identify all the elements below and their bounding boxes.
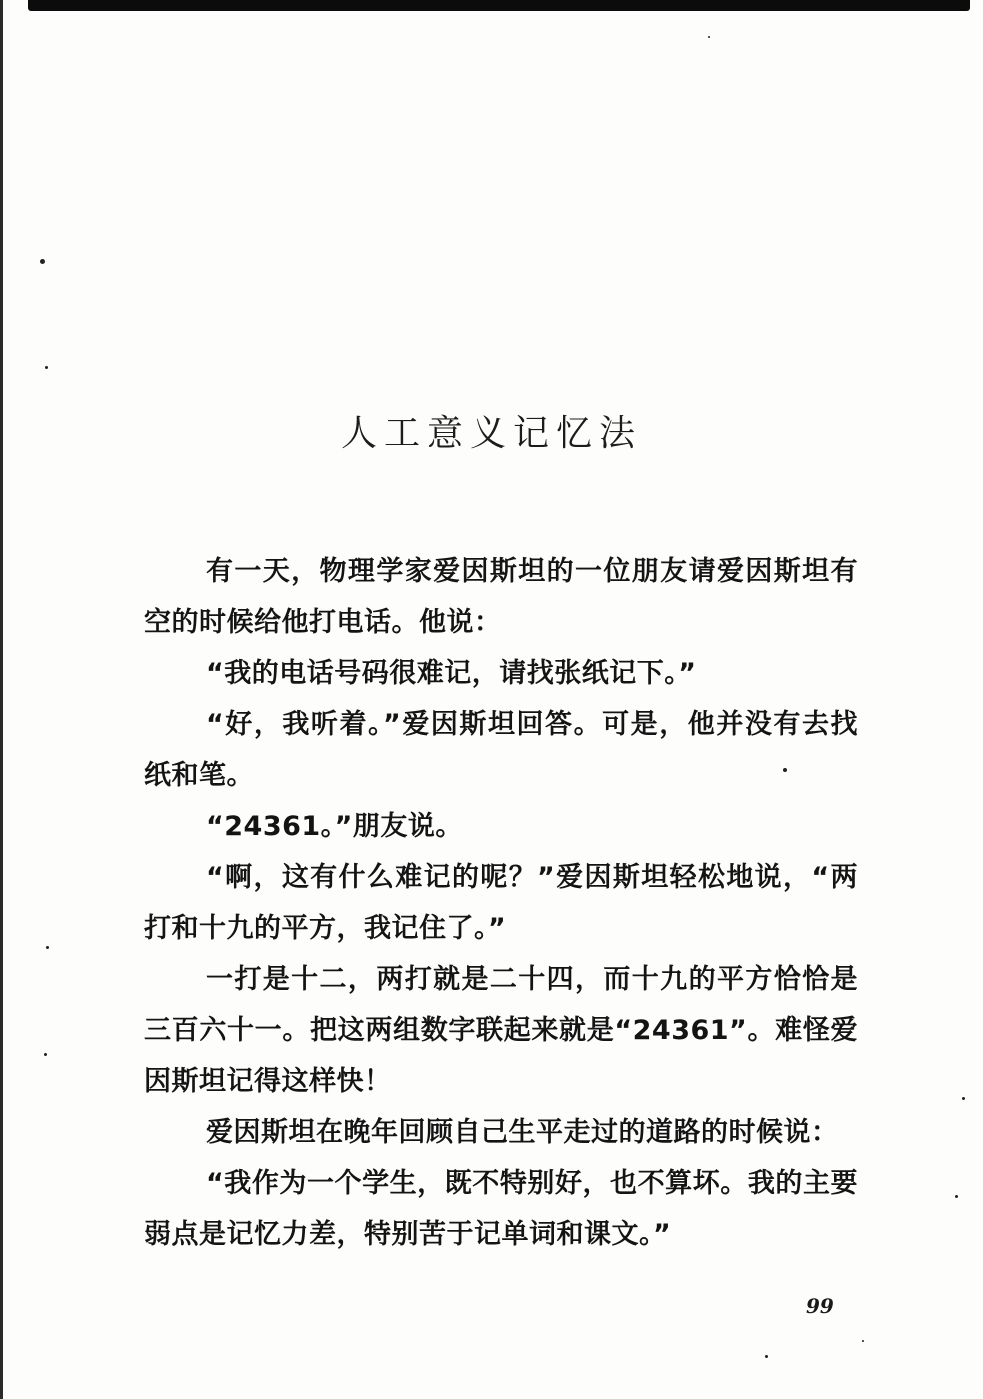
paragraph: “好，我听着。”爱因斯坦回答。可是，他并没有去找纸和笔。 (144, 709, 858, 791)
scan-speck (783, 768, 787, 772)
paragraph: “我作为一个学生，既不特别好，也不算坏。我的主要弱点是记忆力差，特别苦于记单词和课文。” (144, 1168, 858, 1250)
paragraph: “我的电话号码很难记，请找张纸记下。” (206, 658, 697, 689)
page-left-edge (0, 0, 3, 1399)
scan-speck (45, 366, 48, 369)
scan-speck (708, 36, 710, 38)
scan-speck (40, 259, 45, 264)
paragraph: 一打是十二，两打就是二十四，而十九的平方恰恰是三百六十一。把这两组数字联起来就是“24361”。难怪爱因斯坦记得这样快！ (144, 964, 858, 1097)
page-number: 99 (806, 1294, 834, 1318)
body-text (144, 546, 858, 1260)
scan-speck (862, 1340, 864, 1342)
chapter-title: 人工意义记忆法 (340, 413, 642, 454)
paragraph: “啊，这有什么难记的呢？”爱因斯坦轻松地说，“两打和十九的平方，我记住了。” (144, 862, 858, 944)
scan-speck (765, 1355, 768, 1358)
scan-speck (44, 1053, 47, 1056)
top-rule (28, 0, 970, 11)
scan-speck (46, 946, 49, 949)
paragraph: 有一天，物理学家爱因斯坦的一位朋友请爱因斯坦有空的时候给他打电话。他说： (144, 556, 858, 638)
scan-speck (962, 1097, 965, 1100)
scan-speck (955, 1195, 958, 1198)
paragraph: 爱因斯坦在晚年回顾自己生平走过的道路的时候说： (206, 1117, 839, 1148)
paragraph: “24361。”朋友说。 (206, 811, 463, 842)
